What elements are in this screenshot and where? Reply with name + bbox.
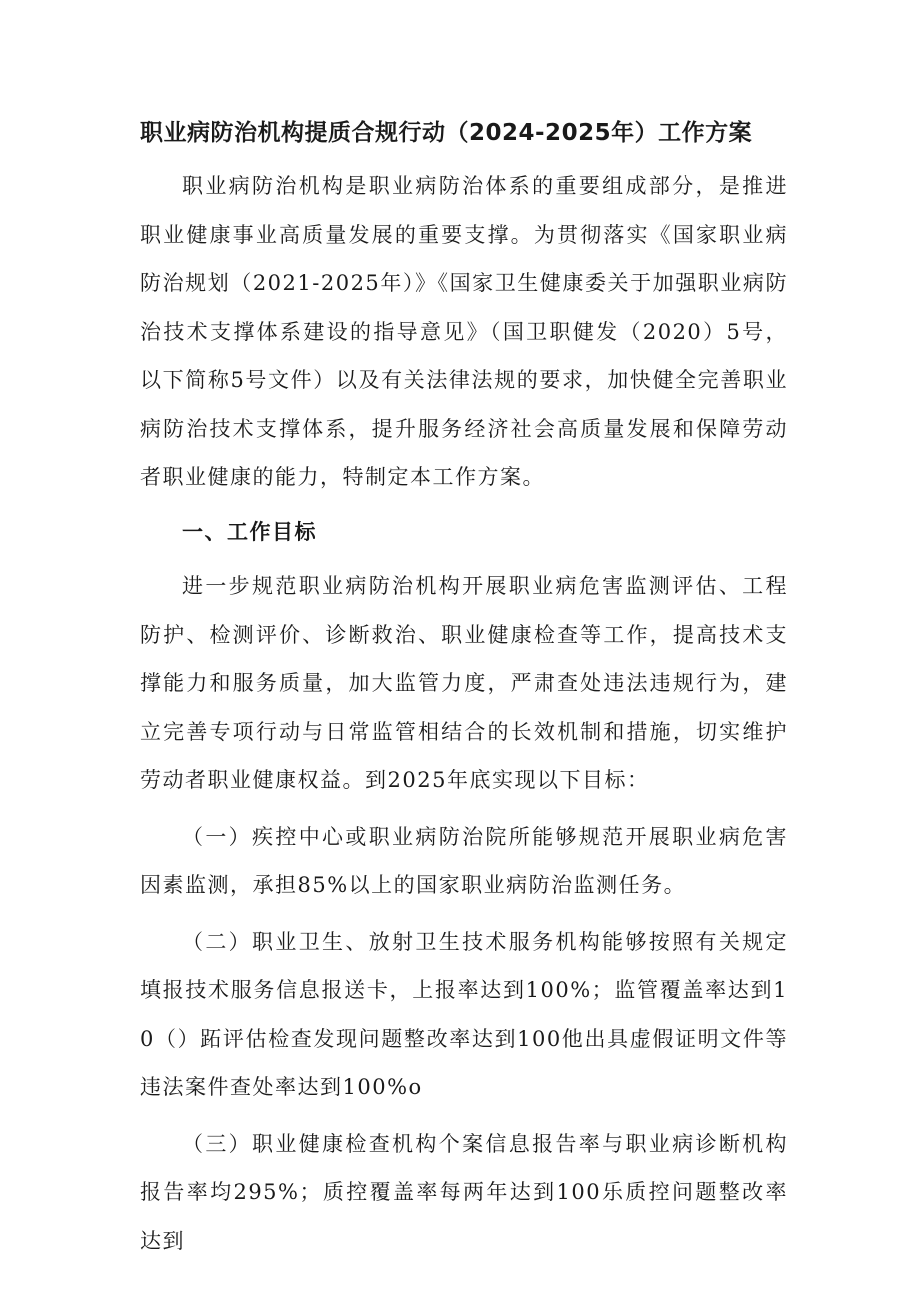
goal-item-3: （三）职业健康检查机构个案信息报告率与职业病诊断机构报告率均295%；质控覆盖率每两年达到100乐质控问题整改率达到	[140, 1131, 788, 1253]
section-heading-goals: 一、工作目标	[182, 519, 317, 544]
goals-paragraph: 进一步规范职业病防治机构开展职业病危害监测评估、工程防护、检测评价、诊断救治、职业健康检查等工作，提高技术支撑能力和服务质量，加大监管力度，严肃查处违法违规行为，建立完善专项行动与日常监管相结合的长效机制和措施，切实维护劳动者职业健康权益。到2025年底实现以下目标：	[140, 574, 788, 792]
goal-item-2: （二）职业卫生、放射卫生技术服务机构能够按照有关规定填报技术服务信息报送卡，上报率达到100%；监管覆盖率达到10（）跖评估检查发现问题整改率达到100他出具虚假证明文件等违法案件查处率达到100%o	[140, 929, 788, 1099]
intro-paragraph: 职业病防治机构是职业病防治体系的重要组成部分，是推进职业健康事业高质量发展的重要支撑。为贯彻落实《国家职业病防治规划（2021-2025年）》《国家卫生健康委关于加强职业病防治技术支撑体系建设的指导意见》（国卫职健发（2020）5号，以下简称5号文件）以及有关法律法规的要求，加快健全完善职业病防治技术支撑体系，提升服务经济社会高质量发展和保障劳动者职业健康的能力，特制定本工作方案。	[140, 174, 788, 489]
document-title: 职业病防治机构提质合规行动（2024-2025年）工作方案	[140, 120, 753, 146]
goal-item-1: （一）疾控中心或职业病防治院所能够规范开展职业病危害因素监测，承担85%以上的国家职业病防治监测任务。	[140, 824, 788, 897]
